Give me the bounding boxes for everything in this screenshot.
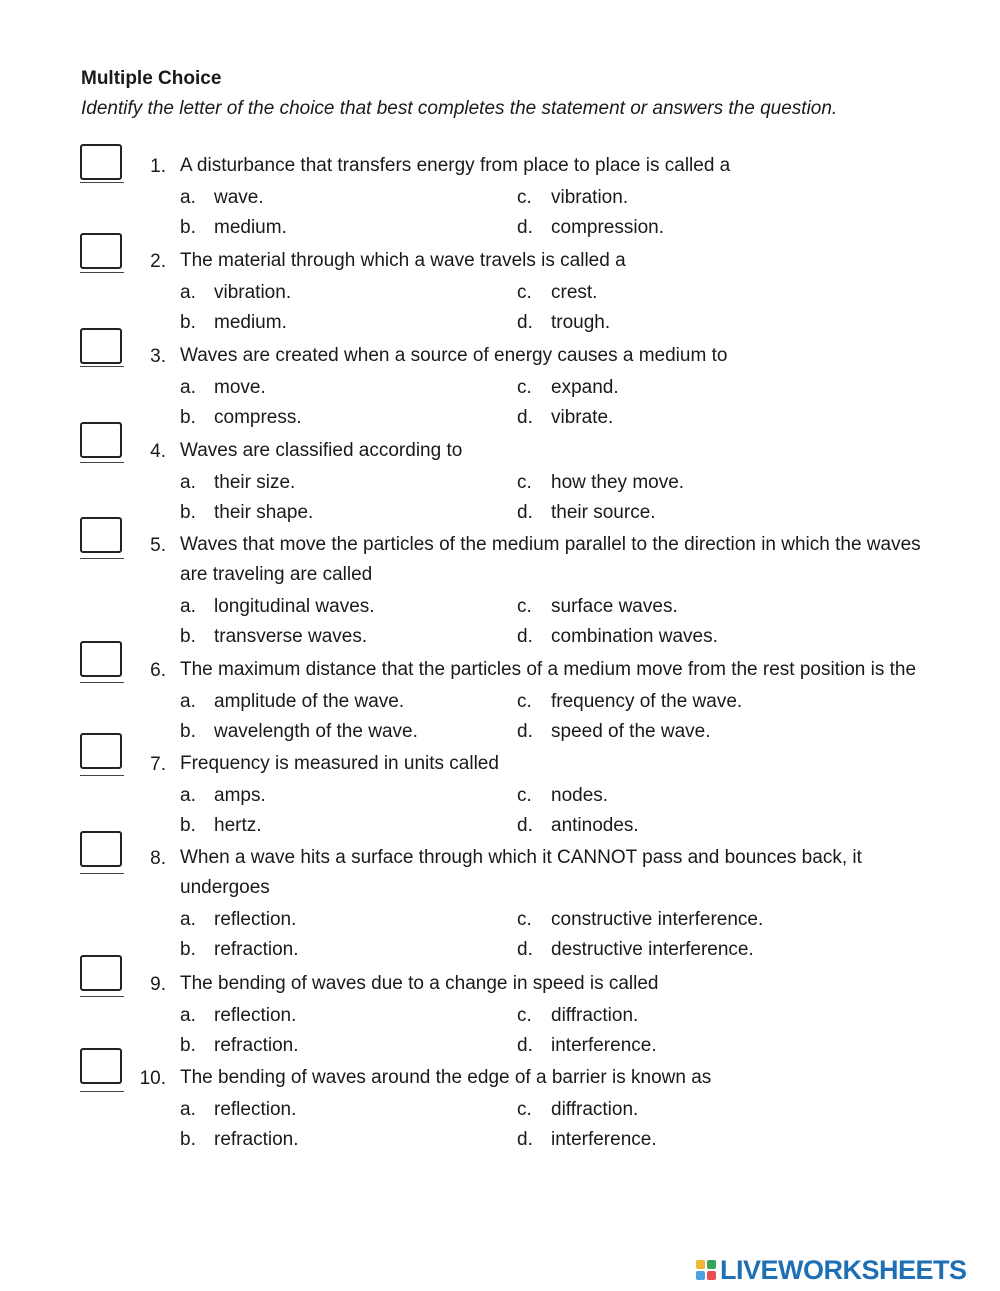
option-letter: d. <box>517 217 533 238</box>
answer-option <box>517 1035 657 1057</box>
answer-box[interactable] <box>80 233 122 269</box>
option-letter: a. <box>180 1005 196 1026</box>
option-text: refraction. <box>214 1035 299 1056</box>
answer-option <box>517 909 763 931</box>
option-text: compression. <box>551 217 664 238</box>
answer-underline <box>80 462 124 463</box>
option-text: diffraction. <box>551 1099 639 1120</box>
question-text: Waves are created when a source of energy causes a medium to <box>180 345 728 366</box>
answer-option <box>180 312 287 334</box>
option-letter: b. <box>180 815 196 836</box>
option-letter: d. <box>517 721 533 742</box>
option-text: their source. <box>551 502 656 523</box>
option-text: medium. <box>214 312 287 333</box>
answer-box[interactable] <box>80 955 122 991</box>
answer-option <box>517 691 742 713</box>
answer-option <box>517 217 664 239</box>
option-letter: d. <box>517 312 533 333</box>
answer-underline <box>80 182 124 183</box>
answer-option <box>180 939 298 961</box>
option-letter: b. <box>180 312 196 333</box>
question-number: 9. <box>150 974 166 995</box>
option-text: reflection. <box>214 1005 297 1026</box>
question-text: Waves that move the particles of the medium parallel to the direction in which the waves are traveling are called <box>180 534 921 585</box>
answer-underline <box>80 1091 124 1092</box>
answer-underline <box>80 873 124 874</box>
answer-option <box>180 721 418 743</box>
answer-underline <box>80 996 124 997</box>
option-text: wave. <box>214 187 264 208</box>
option-text: speed of the wave. <box>551 721 711 742</box>
option-text: their size. <box>214 472 296 493</box>
option-letter: d. <box>517 626 533 647</box>
option-letter: b. <box>180 1035 196 1056</box>
option-text: medium. <box>214 217 287 238</box>
answer-option <box>517 785 608 807</box>
answer-option <box>517 377 619 399</box>
option-letter: b. <box>180 407 196 428</box>
option-text: how they move. <box>551 472 685 493</box>
option-letter: c. <box>517 785 532 806</box>
option-letter: b. <box>180 626 196 647</box>
option-text: wavelength of the wave. <box>214 721 418 742</box>
question-text: A disturbance that transfers energy from place to place is called a <box>180 155 731 176</box>
answer-box[interactable] <box>80 641 122 677</box>
answer-option <box>180 1099 296 1121</box>
answer-option <box>180 472 295 494</box>
option-text: combination waves. <box>551 626 718 647</box>
option-text: transverse waves. <box>214 626 368 647</box>
option-letter: d. <box>517 407 533 428</box>
answer-underline <box>80 682 124 683</box>
option-text: amplitude of the wave. <box>214 691 405 712</box>
option-text: constructive interference. <box>551 909 764 930</box>
option-text: antinodes. <box>551 815 639 836</box>
option-letter: b. <box>180 502 196 523</box>
answer-underline <box>80 272 124 273</box>
answer-underline <box>80 775 124 776</box>
option-text: vibration. <box>551 187 629 208</box>
answer-box[interactable] <box>80 733 122 769</box>
option-letter: a. <box>180 909 196 930</box>
question-text: When a wave hits a surface through which it CANNOT pass and bounces back, it undergoes <box>180 847 862 898</box>
answer-option <box>180 407 302 429</box>
question-number: 5. <box>150 535 166 556</box>
option-letter: a. <box>180 472 196 493</box>
option-letter: c. <box>517 1005 532 1026</box>
option-text: compress. <box>214 407 302 428</box>
option-text: their shape. <box>214 502 314 523</box>
question-number: 7. <box>150 754 166 775</box>
answer-option <box>517 1099 638 1121</box>
option-letter: d. <box>517 939 533 960</box>
question-text: Frequency is measured in units called <box>180 753 499 774</box>
answer-option <box>180 1129 298 1151</box>
option-letter: a. <box>180 691 196 712</box>
answer-option <box>517 939 754 961</box>
answer-underline <box>80 366 124 367</box>
answer-option <box>517 1005 638 1027</box>
liveworksheets-logo <box>696 1255 967 1285</box>
logo-text: LIVEWORKSHEETS <box>720 1254 967 1285</box>
answer-option <box>517 502 656 524</box>
option-letter: c. <box>517 691 532 712</box>
answer-option <box>517 1129 657 1151</box>
answer-option <box>517 407 613 429</box>
option-text: move. <box>214 377 266 398</box>
answer-option <box>180 377 266 399</box>
option-text: interference. <box>551 1035 657 1056</box>
option-letter: c. <box>517 909 532 930</box>
option-letter: c. <box>517 187 532 208</box>
option-letter: a. <box>180 187 196 208</box>
answer-option <box>180 502 313 524</box>
option-letter: a. <box>180 377 196 398</box>
answer-option <box>180 691 404 713</box>
answer-box[interactable] <box>80 517 122 553</box>
option-letter: c. <box>517 1099 532 1120</box>
answer-option <box>180 187 264 209</box>
option-letter: c. <box>517 472 532 493</box>
instructions: Identify the letter of the choice that best completes the statement or answers the question. <box>81 98 838 119</box>
question-text: The maximum distance that the particles of a medium move from the rest position is the <box>180 659 917 680</box>
option-letter: d. <box>517 502 533 523</box>
answer-box[interactable] <box>80 831 122 867</box>
answer-option <box>517 312 610 334</box>
option-letter: d. <box>517 1129 533 1150</box>
option-text: expand. <box>551 377 619 398</box>
question-text: The bending of waves around the edge of a barrier is known as <box>180 1067 712 1088</box>
answer-option <box>517 187 628 209</box>
option-letter: b. <box>180 1129 196 1150</box>
answer-underline <box>80 558 124 559</box>
answer-box[interactable] <box>80 328 122 364</box>
option-letter: c. <box>517 377 532 398</box>
option-text: vibration. <box>214 282 292 303</box>
answer-option <box>180 596 375 618</box>
option-letter: d. <box>517 1035 533 1056</box>
answer-option <box>517 721 711 743</box>
option-text: crest. <box>551 282 598 303</box>
question-text: Waves are classified according to <box>180 440 463 461</box>
question-number: 6. <box>150 660 166 681</box>
question-number: 3. <box>150 346 166 367</box>
answer-option <box>180 909 296 931</box>
question-number: 10. <box>139 1068 166 1089</box>
answer-option <box>517 815 639 837</box>
answer-option <box>180 785 266 807</box>
answer-option <box>517 596 678 618</box>
option-letter: b. <box>180 939 196 960</box>
option-text: refraction. <box>214 1129 299 1150</box>
option-text: reflection. <box>214 1099 297 1120</box>
option-text: nodes. <box>551 785 609 806</box>
answer-option <box>517 282 597 304</box>
option-text: vibrate. <box>551 407 614 428</box>
answer-box[interactable] <box>80 1048 122 1084</box>
answer-option <box>180 626 367 648</box>
answer-box[interactable] <box>80 422 122 458</box>
question-text: The bending of waves due to a change in speed is called <box>180 973 659 994</box>
option-text: hertz. <box>214 815 262 836</box>
question-number: 4. <box>150 441 166 462</box>
option-letter: c. <box>517 596 532 617</box>
question-number: 2. <box>150 251 166 272</box>
option-text: refraction. <box>214 939 299 960</box>
option-letter: a. <box>180 1099 196 1120</box>
option-letter: a. <box>180 282 196 303</box>
option-text: destructive interference. <box>551 939 754 960</box>
option-letter: d. <box>517 815 533 836</box>
option-text: longitudinal waves. <box>214 596 375 617</box>
answer-box[interactable] <box>80 144 122 180</box>
option-text: trough. <box>551 312 611 333</box>
logo-squares-icon <box>696 1260 716 1280</box>
option-letter: b. <box>180 721 196 742</box>
answer-option <box>180 1005 296 1027</box>
option-letter: b. <box>180 217 196 238</box>
answer-option <box>180 217 287 239</box>
question-number: 8. <box>150 848 166 869</box>
answer-option <box>517 472 684 494</box>
option-letter: a. <box>180 596 196 617</box>
option-letter: c. <box>517 282 532 303</box>
option-letter: a. <box>180 785 196 806</box>
option-text: surface waves. <box>551 596 678 617</box>
option-text: frequency of the wave. <box>551 691 743 712</box>
option-text: interference. <box>551 1129 657 1150</box>
section-heading: Multiple Choice <box>81 68 222 89</box>
answer-option <box>180 815 262 837</box>
question-number: 1. <box>150 156 166 177</box>
option-text: diffraction. <box>551 1005 639 1026</box>
answer-option <box>180 1035 298 1057</box>
option-text: amps. <box>214 785 266 806</box>
answer-option <box>180 282 291 304</box>
option-text: reflection. <box>214 909 297 930</box>
answer-option <box>517 626 718 648</box>
question-text: The material through which a wave travels is called a <box>180 250 626 271</box>
